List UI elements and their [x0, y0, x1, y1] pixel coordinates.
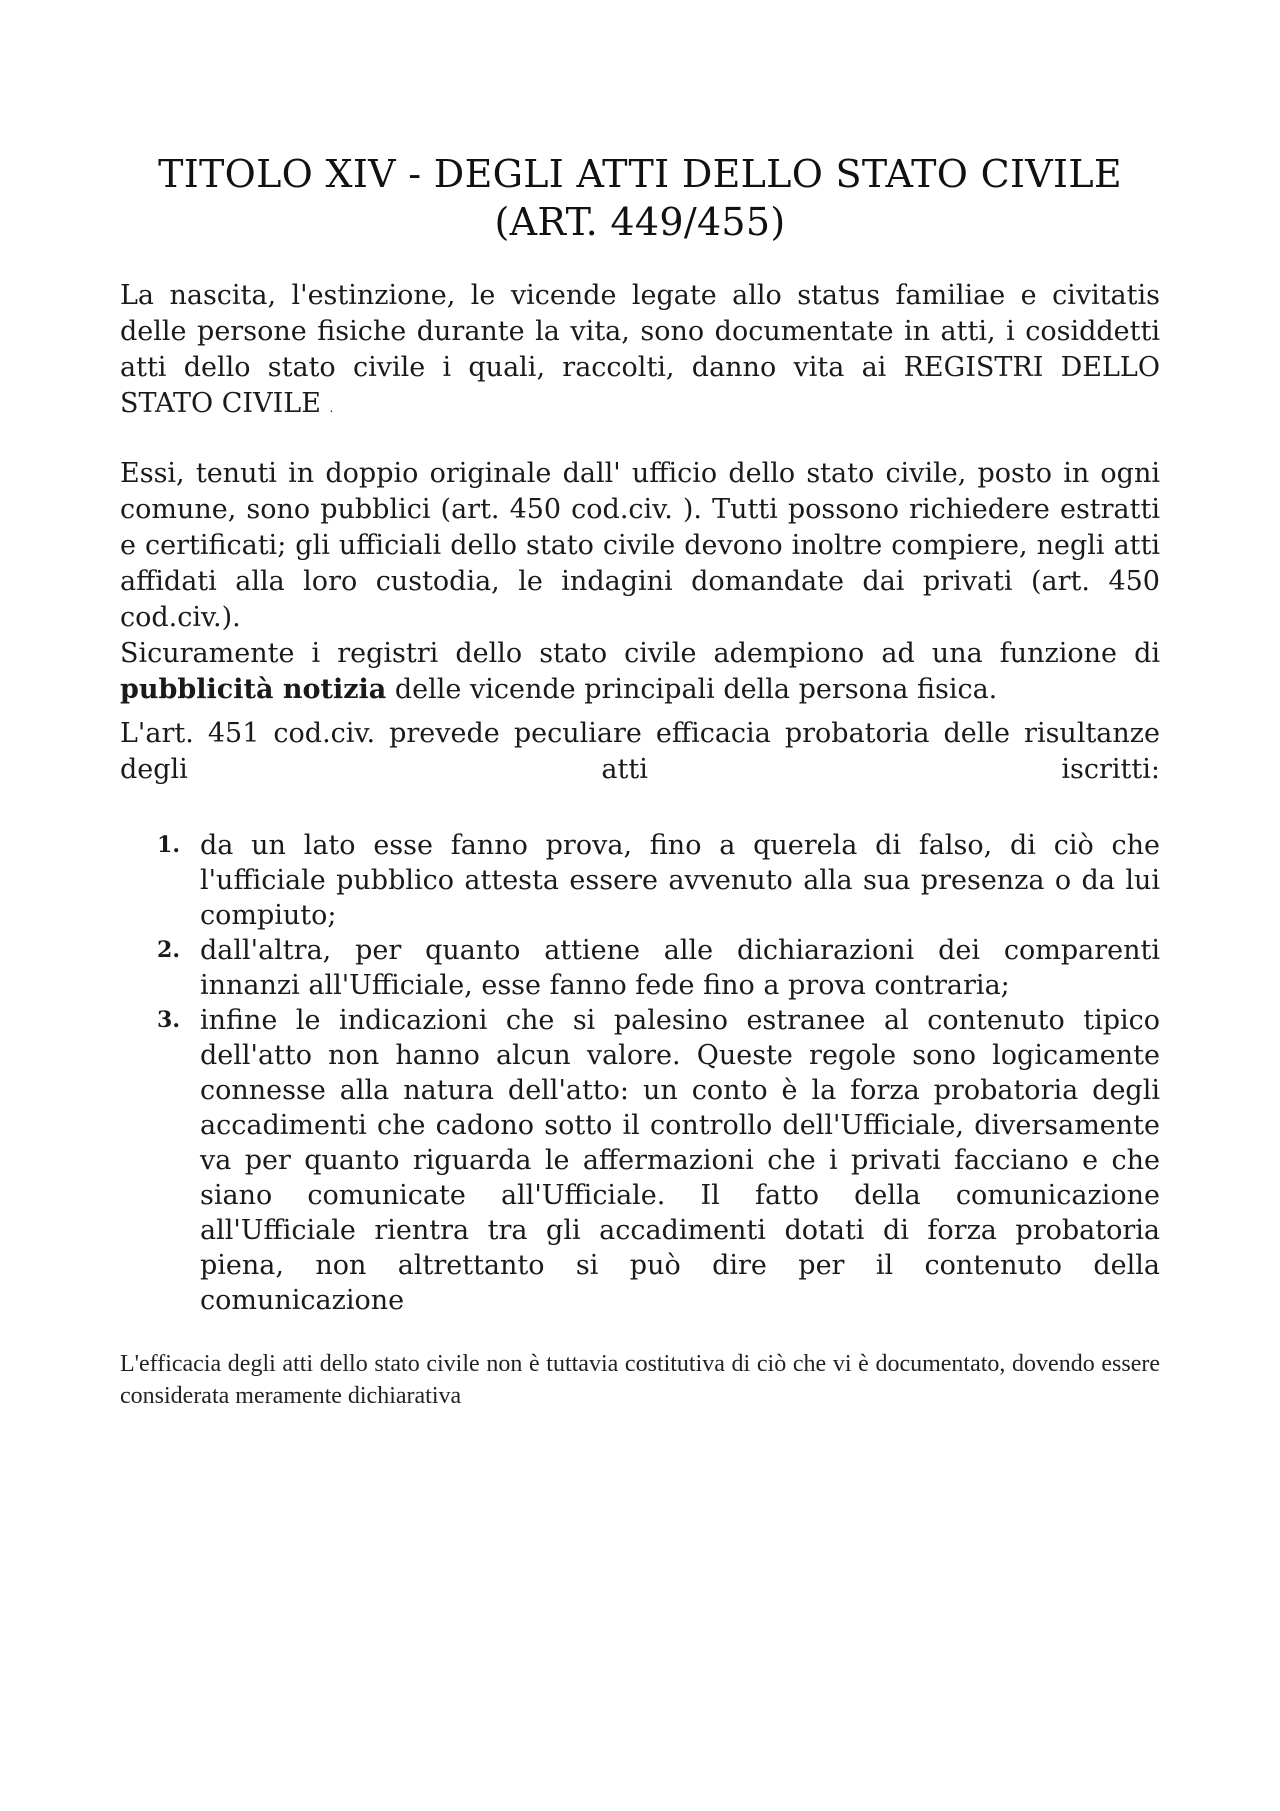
paragraph-intro-text: La nascita, l'estinzione, le vicende legate allo status familiae e civitatis delle persone fisiche durante la vita, sono documentate in atti, i cosiddetti atti dello stato civile i quali, raccolti, danno vita ai REGISTRI DELLO STATO CIVILE — [120, 280, 1160, 419]
title-line-2: (ART. 449/455) — [494, 200, 786, 244]
paragraph-pubblicita — [120, 636, 1160, 708]
page-title — [120, 150, 1160, 246]
paragraph-pubblicita-bold: pubblicità notizia — [120, 674, 387, 705]
paragraph-registri: Essi, tenuti in doppio originale dall' ufficio dello stato civile, posto in ogni comune, sono pubblici (art. 450 cod.civ. ). Tutti possono richiedere estratti e certificati; gli ufficiali dello stato civile devono inoltre compiere, negli atti affidati alla loro custodia, le indagini domandate dai privati (art. 450 cod.civ.). — [120, 458, 1160, 633]
closing-note: L'efficacia degli atti dello stato civile non è tuttavia costitutiva di ciò che vi è documentato, dovendo essere considerata meramente dichiarativa — [120, 1351, 1160, 1409]
numbered-list — [120, 828, 1160, 1318]
paragraph-pubblicita-after: delle vicende principali della persona fisica. — [386, 674, 998, 705]
list-item: da un lato esse fanno prova, fino a querela di falso, di ciò che l'ufficiale pubblico attesta essere avvenuto alla sua presenza o da lui compiuto; — [200, 830, 1160, 931]
title-line-1: TITOLO XIV - DEGLI ATTI DELLO STATO CIVILE — [158, 152, 1122, 196]
list-item: dall'altra, per quanto attiene alle dichiarazioni dei comparenti innanzi all'Ufficiale, esse fanno fede fino a prova contraria; — [200, 935, 1160, 1001]
document-page — [120, 150, 1160, 1412]
paragraph-pubblicita-before: Sicuramente i registri dello stato civile adempiono ad una funzione di — [120, 638, 1160, 669]
paragraph-intro-dot: . — [329, 401, 334, 415]
paragraph-intro — [120, 278, 1160, 426]
paragraph-art451: L'art. 451 cod.civ. prevede peculiare efficacia probatoria delle risultanze degli atti iscritti: — [120, 718, 1160, 785]
list-item: infine le indicazioni che si palesino estranee al contenuto tipico dell'atto non hanno alcun valore. Queste regole sono logicamente connesse alla natura dell'atto: un conto è la forza probatoria degli accadimenti che cadono sotto il controllo dell'Ufficiale, diversamente va per quanto riguarda le affermazioni che i privati facciano e che siano comunicate all'Ufficiale. Il fatto della comunicazione all'Ufficiale rientra tra gli accadimenti dotati di forza probatoria piena, non altrettanto si può dire per il contenuto della comunicazione — [200, 1005, 1160, 1316]
